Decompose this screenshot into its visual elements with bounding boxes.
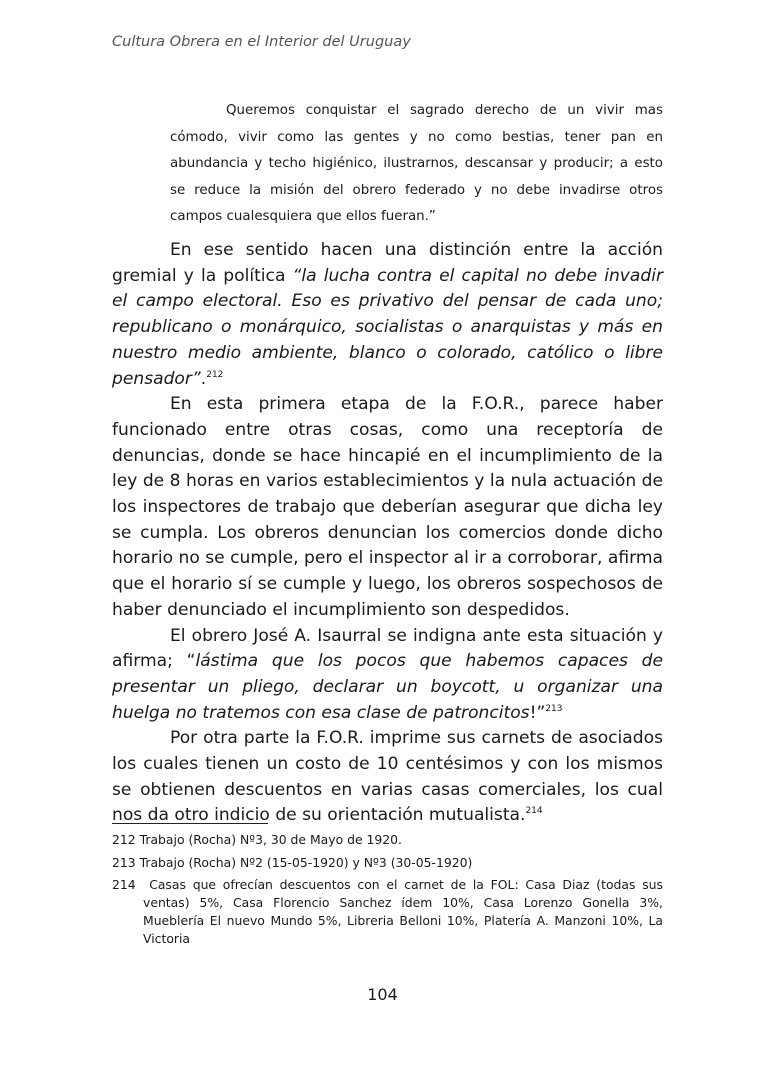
- paragraph-3-tail: !”: [529, 702, 546, 723]
- footnote-212: [112, 831, 663, 849]
- paragraph-1: [112, 238, 663, 392]
- paragraph-1-tail: .: [200, 368, 207, 389]
- paragraph-1-quote: “la lucha contra el capital no debe invadir el campo electoral. Eso es privativo del pensar de cada uno; republicano o monárquico, socialistas o anarquistas y más en nuestro medio ambiente, blanco o colorado, católico o libre pensador”: [112, 265, 663, 389]
- paragraph-1-lead: En ese sentido hacen una distinción entre la acción gremial y la política: [112, 240, 663, 286]
- footnote-divider: [112, 823, 268, 824]
- body-text: [112, 238, 663, 829]
- footnote-ref-214[interactable]: 214: [525, 806, 543, 817]
- footnote-text: Trabajo (Rocha) Nº2 (15-05-1920) y Nº3 (30-05-1920): [139, 854, 473, 870]
- paragraph-3-quote: lástima que los pocos que habemos capaces de presentar un pliego, declarar un boycott, u organizar una huelga no tratemos con esa clase de patroncitos: [112, 651, 663, 723]
- footnote-text: Casas que ofrecían descuentos con el carnet de la FOL: Casa Diaz (todas sus ventas) 5%, Casa Florencio Sanchez ídem 10%, Casa Lorenzo Gonella 3%, Mueblería El nuevo Mundo 5%, Libreria Belloni 10%, Platería A. Manzoni 10%, La Victoria: [143, 877, 663, 946]
- running-header: Cultura Obrera en el Interior del Uruguay: [112, 34, 411, 50]
- paragraph-2: En esta primera etapa de la F.O.R., parece haber funcionado entre otras cosas, como una receptoría de denuncias, donde se hace hincapié en el incumplimiento de la ley de 8 horas en varios establecimientos y la nula actuación de los inspectores de trabajo que deberían asegurar que dicha ley se cumpla. Los obreros denuncian los comercios donde dicho horario no se cumple, pero el inspector al ir a corroborar, afirma que el horario sí se cumple y luego, los obreros sospechosos de haber denunciado el incumplimiento son despedidos.: [112, 394, 663, 620]
- paragraph-3-lead: El obrero José A. Isaurral se indigna ante esta situación y afirma; “: [112, 625, 663, 672]
- block-quote: [170, 98, 663, 231]
- page-number: 104: [367, 985, 398, 1004]
- paragraph-4: [112, 726, 663, 829]
- footnote-214: [112, 876, 663, 948]
- footnote-ref-213[interactable]: 213: [545, 703, 563, 714]
- footnote-text: Trabajo (Rocha) Nº3, 30 de Mayo de 1920.: [139, 832, 402, 847]
- footnote-ref-212[interactable]: 212: [206, 369, 224, 380]
- paragraph-4-text: Por otra parte la F.O.R. imprime sus carnets de asociados los cuales tienen un costo de 10 centésimos y con los mismos se obtienen descuentos en varias casas comerciales, los cual nos da otro indicio de su orientación mutualista.: [112, 728, 663, 826]
- paragraph-3: [112, 624, 663, 727]
- footnote-213: [112, 854, 663, 872]
- footnotes: [112, 831, 663, 953]
- footnote-number: 212: [112, 832, 136, 847]
- quote-text: Queremos conquistar el sagrado derecho de un vivir mas cómodo, vivir como las gentes y no como bestias, tener pan en abundancia y techo higiénico, ilustrarnos, descansar y producir; a esto se reduce la misión del obrero federado y no debe invadirse otros campos cualesquiera que ellos fueran.”: [170, 103, 663, 225]
- footnote-number: 213: [112, 854, 136, 870]
- footnote-number: 214: [112, 877, 136, 892]
